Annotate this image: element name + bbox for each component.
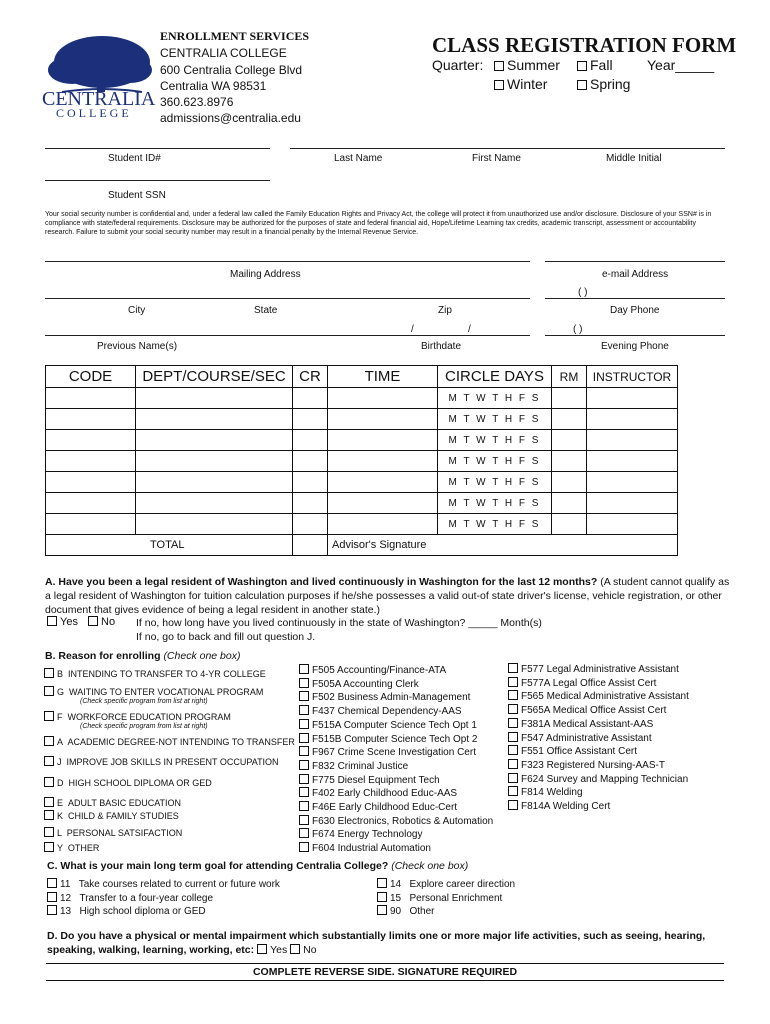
program-option[interactable]: F814 Welding	[508, 786, 583, 798]
checkbox-icon[interactable]	[508, 677, 518, 687]
checkbox-icon[interactable]	[47, 892, 57, 902]
table-row[interactable]	[46, 472, 678, 493]
mailing-address-line[interactable]	[45, 261, 530, 262]
checkbox-icon[interactable]	[290, 944, 300, 954]
reason-option[interactable]: Y OTHER	[44, 842, 99, 853]
quarter-winter[interactable]: Winter	[494, 76, 547, 92]
student-id-line[interactable]	[45, 148, 270, 149]
impairment-yes[interactable]: Yes	[257, 944, 287, 956]
checkbox-icon[interactable]	[299, 828, 309, 838]
reason-option[interactable]: D HIGH SCHOOL DIPLOMA OR GED	[44, 777, 212, 788]
reason-option[interactable]: K CHILD & FAMILY STUDIES	[44, 810, 179, 821]
checkbox-icon[interactable]	[508, 759, 518, 769]
email-line[interactable]	[545, 261, 725, 262]
checkbox-icon[interactable]	[299, 664, 309, 674]
college-email: admissions@centralia.edu	[160, 111, 301, 125]
checkbox-icon[interactable]	[44, 686, 54, 696]
reason-note: (Check specific program from list at right)	[80, 723, 208, 730]
birthdate-slash-2: /	[468, 324, 471, 335]
program-option[interactable]: F505 Accounting/Finance-ATA	[299, 664, 446, 676]
previous-name-line[interactable]	[45, 335, 530, 336]
checkbox-icon[interactable]	[44, 711, 54, 721]
checkbox-icon[interactable]	[299, 691, 309, 701]
residency-yes[interactable]: Yes	[47, 616, 78, 628]
goal-option[interactable]: 15 Personal Enrichment	[377, 892, 502, 904]
program-option[interactable]: F515A Computer Science Tech Opt 1	[299, 719, 477, 731]
ssn-line[interactable]	[45, 180, 270, 181]
checkbox-icon[interactable]	[508, 732, 518, 742]
checkbox-icon[interactable]	[508, 773, 518, 783]
program-option[interactable]: F323 Registered Nursing-AAS-T	[508, 759, 665, 771]
logo-wordmark-bottom: COLLEGE	[56, 106, 132, 120]
checkbox-icon[interactable]	[44, 668, 54, 678]
checkbox-icon[interactable]	[299, 774, 309, 784]
college-name: CENTRALIA COLLEGE	[160, 46, 287, 60]
name-line[interactable]	[290, 148, 725, 149]
residency-months[interactable]: If no, how long have you lived continuously in the state of Washington? _____ Month(s)	[136, 617, 542, 629]
table-row[interactable]	[46, 430, 678, 451]
dept-name: ENROLLMENT SERVICES	[160, 29, 310, 43]
table-header-row	[46, 366, 678, 388]
reason-option[interactable]: G WAITING TO ENTER VOCATIONAL PROGRAM (Check specific program from list at right)	[44, 686, 263, 705]
checkbox-icon[interactable]	[44, 736, 54, 746]
day-phone-line[interactable]	[545, 298, 725, 299]
question-a: A. Have you been a legal resident of Washington and lived continuously in Washington for the last 12 months? (A student cannot qualify as a legal resident of Washington for tuition calculation purposes if he/she possesses a valid out-of state driver's license, vehicle registration, or other document that gives evidence of being a legal resident in another state.)	[45, 576, 730, 616]
program-option[interactable]: F437 Chemical Dependency-AAS	[299, 705, 462, 717]
checkbox-icon[interactable]	[44, 797, 54, 807]
advisor-signature[interactable]: Advisor's Signature	[328, 535, 678, 556]
checkbox-icon[interactable]	[508, 745, 518, 755]
checkbox-icon[interactable]	[44, 777, 54, 787]
program-option[interactable]: F630 Electronics, Robotics & Automation	[299, 815, 493, 827]
checkbox-icon[interactable]	[377, 905, 387, 915]
footer-notice: COMPLETE REVERSE SIDE. SIGNATURE REQUIRED	[46, 963, 724, 981]
reason-option[interactable]: L PERSONAL SATSIFACTION	[44, 827, 182, 838]
checkbox-icon[interactable]	[508, 690, 518, 700]
city-label: City	[128, 305, 146, 316]
logo-wordmark-top: CENTRALIA	[42, 88, 156, 110]
col-dept-course-sec: DEPT/COURSE/SEC	[136, 366, 293, 388]
state-label: State	[254, 305, 278, 316]
zip-label: Zip	[438, 305, 452, 316]
checkbox-icon[interactable]	[577, 80, 587, 90]
program-option[interactable]: F604 Industrial Automation	[299, 842, 431, 854]
program-option[interactable]: F775 Diesel Equipment Tech	[299, 774, 440, 786]
program-option[interactable]: F46E Early Childhood Educ-Cert	[299, 801, 457, 813]
reason-option[interactable]: A ACADEMIC DEGREE-NOT INTENDING TO TRANSFER	[44, 736, 295, 747]
form-title: CLASS REGISTRATION FORM	[432, 33, 737, 57]
email-address-label: e-mail Address	[602, 269, 669, 280]
col-time: TIME	[328, 366, 438, 388]
first-name-label: First Name	[472, 153, 521, 164]
question-c-title: C. What is your main long term goal for attending Centralia College? (Check one box)	[47, 860, 469, 872]
quarter-label: Quarter:	[432, 57, 484, 73]
days-cell[interactable]: M T W T H F S	[438, 409, 552, 430]
evening-phone-line[interactable]	[545, 335, 725, 336]
checkbox-icon[interactable]	[508, 718, 518, 728]
program-option[interactable]: F402 Early Childhood Educ-AAS	[299, 787, 457, 799]
table-row[interactable]	[46, 451, 678, 472]
college-phone: 360.623.8976	[160, 95, 234, 109]
program-option[interactable]: F577A Legal Office Assist Cert	[508, 677, 656, 689]
program-option[interactable]: F624 Survey and Mapping Technician	[508, 773, 688, 785]
goal-option[interactable]: 12 Transfer to a four-year college	[47, 892, 213, 904]
total-cr-cell[interactable]	[293, 535, 328, 556]
middle-initial-label: Middle Initial	[606, 153, 662, 164]
checkbox-icon[interactable]	[44, 842, 54, 852]
days-cell[interactable]: M T W T H F S	[438, 493, 552, 514]
checkbox-icon[interactable]	[299, 678, 309, 688]
col-code: CODE	[46, 366, 136, 388]
reason-option[interactable]: E ADULT BASIC EDUCATION	[44, 797, 181, 808]
checkbox-icon[interactable]	[44, 827, 54, 837]
days-cell[interactable]: M T W T H F S	[438, 388, 552, 409]
residency-no[interactable]: No	[88, 616, 115, 628]
program-option[interactable]: F832 Criminal Justice	[299, 760, 408, 772]
college-city: Centralia WA 98531	[160, 79, 267, 93]
program-option[interactable]: F814A Welding Cert	[508, 800, 610, 812]
program-option[interactable]: F551 Office Assistant Cert	[508, 745, 637, 757]
col-instructor: INSTRUCTOR	[587, 366, 678, 388]
col-cr: CR	[293, 366, 328, 388]
college-logo	[42, 30, 158, 122]
birthdate-slash-1: /	[411, 324, 414, 335]
checkbox-icon[interactable]	[377, 878, 387, 888]
checkbox-icon[interactable]	[47, 878, 57, 888]
city-state-zip-line[interactable]	[45, 298, 530, 299]
checkbox-icon[interactable]	[299, 815, 309, 825]
total-row	[46, 535, 678, 556]
checkbox-icon[interactable]	[508, 663, 518, 673]
checkbox-icon[interactable]	[299, 733, 309, 743]
program-option[interactable]: F565A Medical Office Assist Cert	[508, 704, 666, 716]
checkbox-icon[interactable]	[508, 786, 518, 796]
checkbox-icon[interactable]	[494, 61, 504, 71]
day-phone-paren: ( )	[578, 287, 588, 298]
program-option[interactable]: F547 Administrative Assistant	[508, 732, 652, 744]
checkbox-icon[interactable]	[508, 704, 518, 714]
col-circle-days: CIRCLE DAYS	[438, 366, 552, 388]
last-name-label: Last Name	[334, 153, 383, 164]
checkbox-icon[interactable]	[377, 892, 387, 902]
impairment-no[interactable]: No	[290, 944, 316, 956]
reason-note: (Check specific program from list at right)	[80, 698, 208, 705]
program-option[interactable]: F967 Crime Scene Investigation Cert	[299, 746, 476, 758]
student-ssn-label: Student SSN	[108, 190, 166, 201]
days-cell[interactable]: M T W T H F S	[438, 514, 552, 535]
goal-option[interactable]: 14 Explore career direction	[377, 878, 515, 890]
goal-option[interactable]: 90 Other	[377, 905, 434, 917]
col-rm: RM	[552, 366, 587, 388]
reason-option[interactable]: B INTENDING TO TRANSFER TO 4-YR COLLEGE	[44, 668, 266, 679]
program-option[interactable]: F505A Accounting Clerk	[299, 678, 419, 690]
table-row[interactable]	[46, 514, 678, 535]
checkbox-icon[interactable]	[299, 842, 309, 852]
table-row[interactable]	[46, 409, 678, 430]
checkbox-icon[interactable]	[47, 905, 57, 915]
program-option[interactable]: F565 Medical Administrative Assistant	[508, 690, 689, 702]
quarter-fall[interactable]: Fall	[577, 57, 613, 73]
day-phone-label: Day Phone	[610, 305, 660, 316]
quarter-summer[interactable]: Summer	[494, 57, 560, 73]
total-label: TOTAL	[46, 535, 293, 556]
table-row[interactable]	[46, 493, 678, 514]
student-id-label: Student ID#	[108, 153, 161, 164]
quarter-spring[interactable]: Spring	[577, 76, 630, 92]
program-option[interactable]: F577 Legal Administrative Assistant	[508, 663, 679, 675]
checkbox-icon[interactable]	[577, 61, 587, 71]
days-cell[interactable]: M T W T H F S	[438, 451, 552, 472]
residency-question-j: If no, go to back and fill out question J.	[136, 631, 316, 643]
reason-option[interactable]: F WORKFORCE EDUCATION PROGRAM (Check specific program from list at right)	[44, 711, 231, 730]
mailing-address-label: Mailing Address	[230, 269, 301, 280]
birthdate-label: Birthdate	[421, 341, 462, 352]
checkbox-icon[interactable]	[299, 787, 309, 797]
checkbox-icon[interactable]	[44, 810, 54, 820]
days-cell[interactable]: M T W T H F S	[438, 430, 552, 451]
days-cell[interactable]: M T W T H F S	[438, 472, 552, 493]
ssn-notice: Your social security number is confidential and, under a federal law called the Family Education Rights and Privacy Act, the college will protect it from unauthorized use and/or disclosure. Disclosure of your SSN# is in compliance with state/federal requirements. Disclosure may be authorized for the purposes of state and federal financial aid, Hope/Lifetime Learning tax credits, academic transcript, assessment or accountability research. Failure to submit your social security number may result in a financial penalty by the Internal Revenue Service.	[45, 211, 712, 236]
table-row[interactable]	[46, 388, 678, 409]
evening-phone-paren: ( )	[573, 324, 583, 335]
checkbox-icon[interactable]	[299, 719, 309, 729]
goal-option[interactable]: 13 High school diploma or GED	[47, 905, 206, 917]
checkbox-icon[interactable]	[299, 746, 309, 756]
goal-option[interactable]: 11 Take courses related to current or future work	[47, 878, 280, 890]
program-option[interactable]: F674 Energy Technology	[299, 828, 422, 840]
question-b-title: B. Reason for enrolling (Check one box)	[45, 650, 241, 662]
year-field[interactable]: Year_____	[647, 57, 715, 73]
college-street: 600 Centralia College Blvd	[160, 63, 303, 77]
evening-phone-label: Evening Phone	[601, 341, 669, 352]
checkbox-icon[interactable]	[299, 760, 309, 770]
previous-names-label: Previous Name(s)	[97, 341, 178, 352]
reason-option[interactable]: J IMPROVE JOB SKILLS IN PRESENT OCCUPATION	[44, 756, 279, 767]
question-d: D. Do you have a physical or mental impairment which substantially limits one or more major life activities, such as seeing, hearing, speaking, walking, learning, working, etc: Yes No	[47, 930, 706, 956]
program-option[interactable]: F502 Business Admin-Management	[299, 691, 470, 703]
checkbox-icon[interactable]	[494, 80, 504, 90]
checkbox-icon[interactable]	[299, 705, 309, 715]
checkbox-icon[interactable]	[44, 756, 54, 766]
checkbox-icon[interactable]	[299, 801, 309, 811]
program-option[interactable]: F381A Medical Assistant-AAS	[508, 718, 653, 730]
program-option[interactable]: F515B Computer Science Tech Opt 2	[299, 733, 477, 745]
course-table	[45, 365, 678, 556]
checkbox-icon[interactable]	[508, 800, 518, 810]
checkbox-icon[interactable]	[47, 616, 57, 626]
checkbox-icon[interactable]	[88, 616, 98, 626]
checkbox-icon[interactable]	[257, 944, 267, 954]
